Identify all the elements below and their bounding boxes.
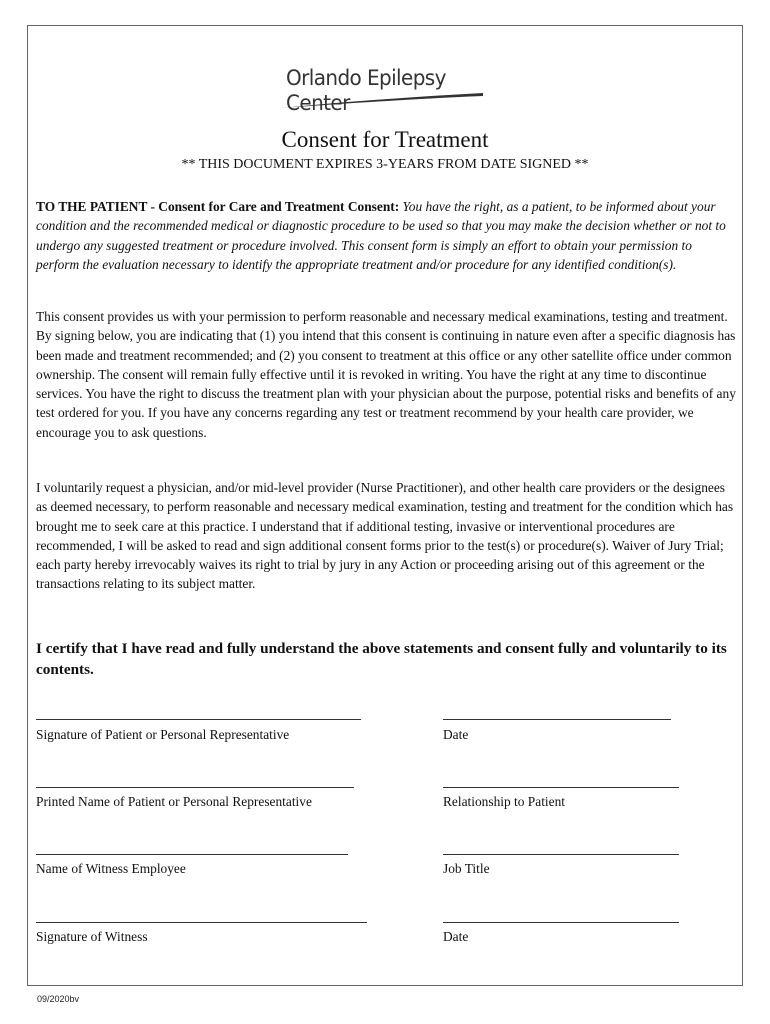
- paragraph-lead: TO THE PATIENT - Consent for Care and Treatment Consent:: [36, 199, 400, 214]
- logo-text: Orlando Epilepsy Center: [286, 64, 446, 116]
- witness-name-line[interactable]: [36, 854, 348, 856]
- witness-signature-line[interactable]: [36, 922, 367, 924]
- relationship-line[interactable]: [443, 787, 679, 789]
- organization-logo: [280, 66, 490, 114]
- date-line-2[interactable]: [443, 922, 679, 924]
- form-revision-code: 09/2020bv: [37, 994, 80, 1004]
- witness-signature-label: Signature of Witness: [36, 929, 148, 944]
- expiration-notice: ** THIS DOCUMENT EXPIRES 3-YEARS FROM DATE SIGNED **: [181, 157, 589, 172]
- date-label-1: Date: [443, 727, 469, 742]
- document-title: Consent for Treatment: [281, 127, 489, 152]
- job-title-label: Job Title: [443, 861, 490, 876]
- date-label-2: Date: [443, 929, 469, 944]
- relationship-label: Relationship to Patient: [443, 794, 565, 809]
- patient-rights-text: You have the right, as a patient, to be informed about your condition and the recommended medical or diagnostic procedure to be used so that you may make the decision whether or not to undergo any suggested treatment or procedure involved. This consent form is simply an effort to obtain your permission to perform the evaluation necessary to identify the appropriate treatment and/or procedure for any identified condition(s).: [36, 199, 726, 272]
- printed-name-label: Printed Name of Patient or Personal Representative: [36, 794, 312, 809]
- job-title-line[interactable]: [443, 854, 679, 856]
- patient-signature-label: Signature of Patient or Personal Representative: [36, 727, 290, 742]
- consent-paragraph: This consent provides us with your permission to perform reasonable and necessary medical examinations, testing and treatment. By signing below, you are indicating that (1) you intend that this consent is continuing in nature even after a specific diagnosis has been made and treatment recommended; and (2) you consent to treatment at this office or any other satellite office under common ownership. The consent will remain fully effective until it is revoked in writing. You have the right at any time to discontinue services. You have the right to discuss the treatment plan with your physician about the purpose, potential risks and benefits of any test ordered for you. If you have any concerns regarding any test or treatment recommend by your health care provider, we encourage you to ask questions.: [36, 309, 736, 440]
- printed-name-line[interactable]: [36, 787, 354, 789]
- voluntary-request-paragraph: I voluntarily request a physician, and/or mid-level provider (Nurse Practitioner), and other health care providers or the designees as deemed necessary, to perform reasonable and necessary medical examination, testing and treatment for the condition which has brought me to seek care at this practice. I understand that if additional testing, invasive or interventional procedures are recommended, I will be asked to read and sign additional consent forms prior to the test(s) or procedure(s). Waiver of Jury Trial; each party hereby irrevocably waives its right to trial by jury in any Action or proceeding arising out of this agreement or the transactions relating to its subject matter.: [36, 480, 734, 592]
- date-line-1[interactable]: [443, 719, 671, 721]
- patient-signature-line[interactable]: [36, 719, 361, 721]
- patient-rights-paragraph: [36, 197, 736, 274]
- logo-swoosh-icon: [280, 92, 485, 110]
- certification-statement: I certify that I have read and fully understand the above statements and consent fully and voluntarily to its contents.: [36, 640, 727, 678]
- witness-name-label: Name of Witness Employee: [36, 861, 186, 876]
